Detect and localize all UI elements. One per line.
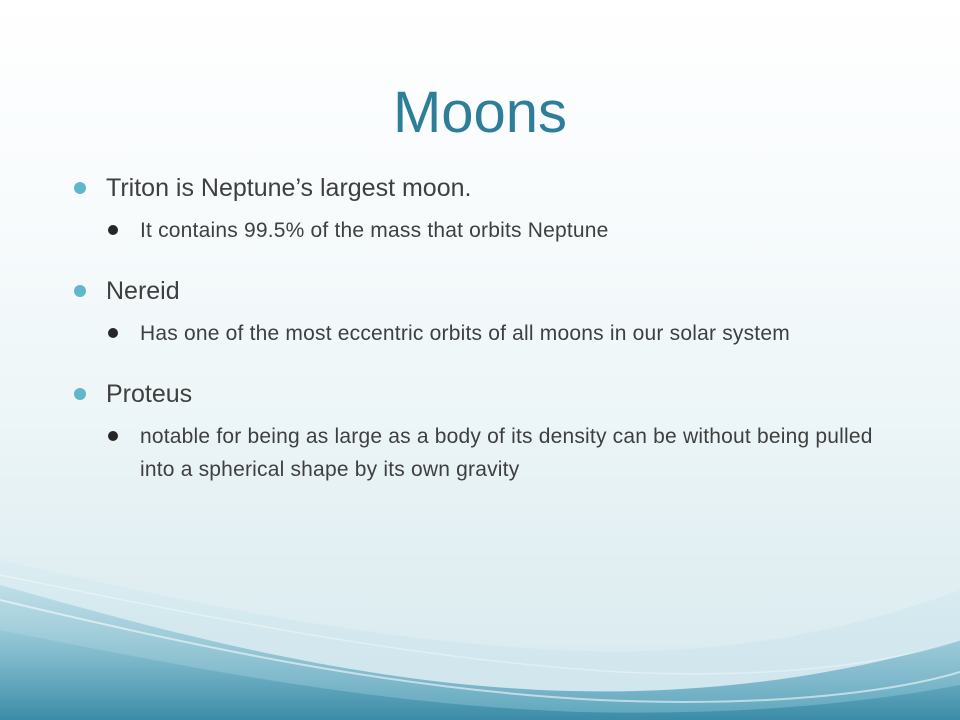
bullet-item	[72, 273, 892, 309]
bullet-dot-icon	[74, 182, 86, 194]
bullet-list	[72, 170, 892, 486]
sub-bullet-dot-icon	[108, 328, 118, 338]
bullet-text: Proteus	[106, 380, 193, 408]
sub-bullet-dot-icon	[108, 225, 118, 235]
bullet-text: Triton is Neptune’s largest moon.	[106, 174, 472, 202]
bullet-item	[72, 376, 892, 412]
sub-bullet-text: Has one of the most eccentric orbits of all moons in our solar system	[140, 322, 790, 345]
bullet-item	[72, 170, 892, 206]
sub-bullet-item	[72, 214, 892, 247]
sub-bullet-item	[72, 317, 892, 350]
sub-bullet-text: It contains 99.5% of the mass that orbits Neptune	[140, 219, 609, 242]
bullet-text: Nereid	[106, 277, 180, 305]
sub-bullet-dot-icon	[108, 431, 118, 441]
sub-bullet-item	[72, 420, 892, 486]
bullet-dot-icon	[74, 285, 86, 297]
bullet-dot-icon	[74, 388, 86, 400]
sub-bullet-text: notable for being as large as a body of its density can be without being pulled into a spherical shape by its own gravity	[140, 425, 873, 481]
slide-title: Moons	[392, 80, 568, 145]
